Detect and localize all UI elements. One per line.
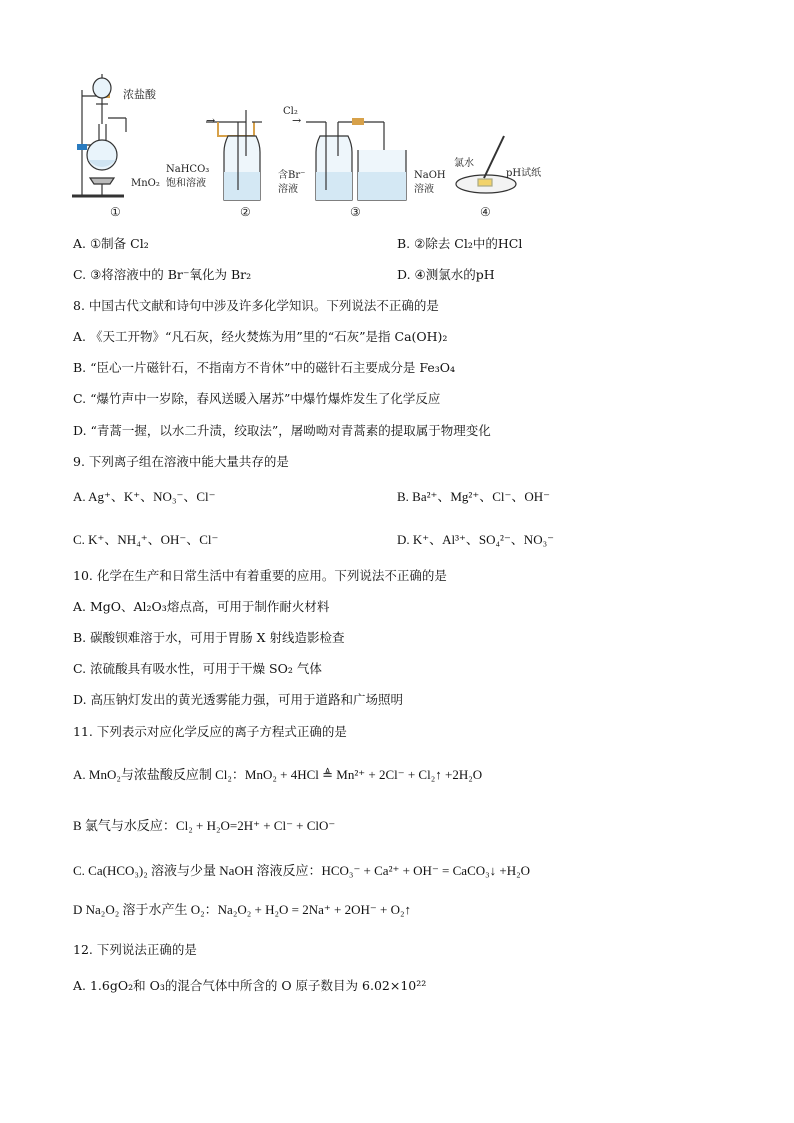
arrow-3: → — [292, 114, 302, 127]
arrow-2: → — [206, 114, 216, 127]
label-nahco3-2: 饱和溶液 — [166, 178, 206, 189]
q10-stem: 10. 化学在生产和日常生活中有着重要的应用。下列说法不正确的是 — [73, 568, 447, 583]
q8-option-c: C. “爆竹声中一岁除，春风送暖入屠苏”中爆竹爆炸发生了化学反应 — [73, 391, 441, 406]
q9-option-a: A. Ag⁺、K⁺、NO₃⁻、Cl⁻ — [73, 489, 216, 504]
q10-option-d: D. 高压钠灯发出的黄光透雾能力强，可用于道路和广场照明 — [73, 692, 404, 707]
q10-option-b: B. 碳酸钡难溶于水，可用于胃肠 X 射线造影检查 — [73, 630, 345, 645]
label-chlorine-water: 氯水 — [454, 158, 474, 169]
label-ph-paper: pH试纸 — [506, 168, 542, 179]
label-num-1: ① — [110, 205, 121, 219]
label-num-2: ② — [240, 205, 251, 219]
q7-option-b: B. ②除去 Cl₂中的HCl — [397, 236, 523, 251]
label-hcl: 浓盐酸 — [123, 88, 156, 101]
q12-stem: 12. 下列说法正确的是 — [73, 942, 197, 957]
q11-option-a: A. MnO₂与浓盐酸反应制 Cl₂：MnO₂ + 4HCl ≜ Mn²⁺ + 2Cl⁻ + Cl₂↑ +2H₂O — [73, 767, 483, 782]
q10-option-c: C. 浓硫酸具有吸水性，可用于干燥 SO₂ 气体 — [73, 661, 322, 676]
label-naoh-1: NaOH — [414, 170, 446, 181]
label-br-2: 溶液 — [278, 184, 298, 195]
q10-option-a: A. MgO、Al₂O₃熔点高，可用于制作耐火材料 — [73, 599, 330, 614]
label-mno2: MnO₂ — [131, 178, 160, 189]
q8-stem: 8. 中国古代文献和诗句中涉及许多化学知识。下列说法不正确的是 — [73, 298, 439, 313]
q7-option-a: A. ①制备 Cl₂ — [73, 236, 149, 251]
q8-option-b: B. “臣心一片磁针石，不指南方不肯休”中的磁针石主要成分是 Fe₃O₄ — [73, 360, 456, 375]
q11-option-c: C. Ca(HCO₃)₂ 溶液与少量 NaOH 溶液反应：HCO₃⁻ + Ca²⁺ + OH⁻ = CaCO₃↓ +H₂O — [73, 863, 531, 878]
apparatus-1 — [72, 74, 126, 196]
q9-stem: 9. 下列离子组在溶液中能大量共存的是 — [73, 454, 289, 469]
q7-option-c: C. ③将溶液中的 Br⁻氧化为 Br₂ — [73, 267, 252, 282]
q12-option-a: A. 1.6gO₂和 O₃的混合气体中所含的 O 原子数目为 6.02×10²² — [73, 978, 427, 993]
label-naoh-2: 溶液 — [414, 184, 434, 195]
apparatus-figure — [66, 60, 566, 224]
q8-option-a: A. 《天工开物》“凡石灰，经火焚炼为用”里的“石灰”是指 Ca(OH)₂ — [73, 329, 448, 344]
label-br-1: 含Br⁻ — [278, 170, 306, 181]
q9-option-b: B. Ba²⁺、Mg²⁺、Cl⁻、OH⁻ — [397, 489, 550, 504]
q11-stem: 11. 下列表示对应化学反应的离子方程式正确的是 — [73, 724, 347, 739]
label-num-4: ④ — [480, 205, 491, 219]
q9-option-d: D. K⁺、Al³⁺、SO₄²⁻、NO₃⁻ — [397, 532, 554, 547]
q11-option-b: B 氯气与水反应：Cl₂ + H₂O=2H⁺ + Cl⁻ + ClO⁻ — [73, 818, 336, 833]
q9-option-c: C. K⁺、NH₄⁺、OH⁻、Cl⁻ — [73, 532, 219, 547]
label-num-3: ③ — [350, 205, 361, 219]
q11-option-d: D Na₂O₂ 溶于水产生 O₂：Na₂O₂ + H₂O = 2Na⁺ + 2OH⁻ + O₂↑ — [73, 902, 411, 917]
label-nahco3-1: NaHCO₃ — [166, 164, 210, 175]
apparatus-3 — [306, 118, 406, 200]
q7-option-d: D. ④测氯水的pH — [397, 267, 495, 282]
label-cl2: Cl₂ — [283, 106, 298, 117]
q8-option-d: D. “青蒿一握，以水二升渍，绞取法”，屠呦呦对青蒿素的提取属于物理变化 — [73, 423, 491, 438]
